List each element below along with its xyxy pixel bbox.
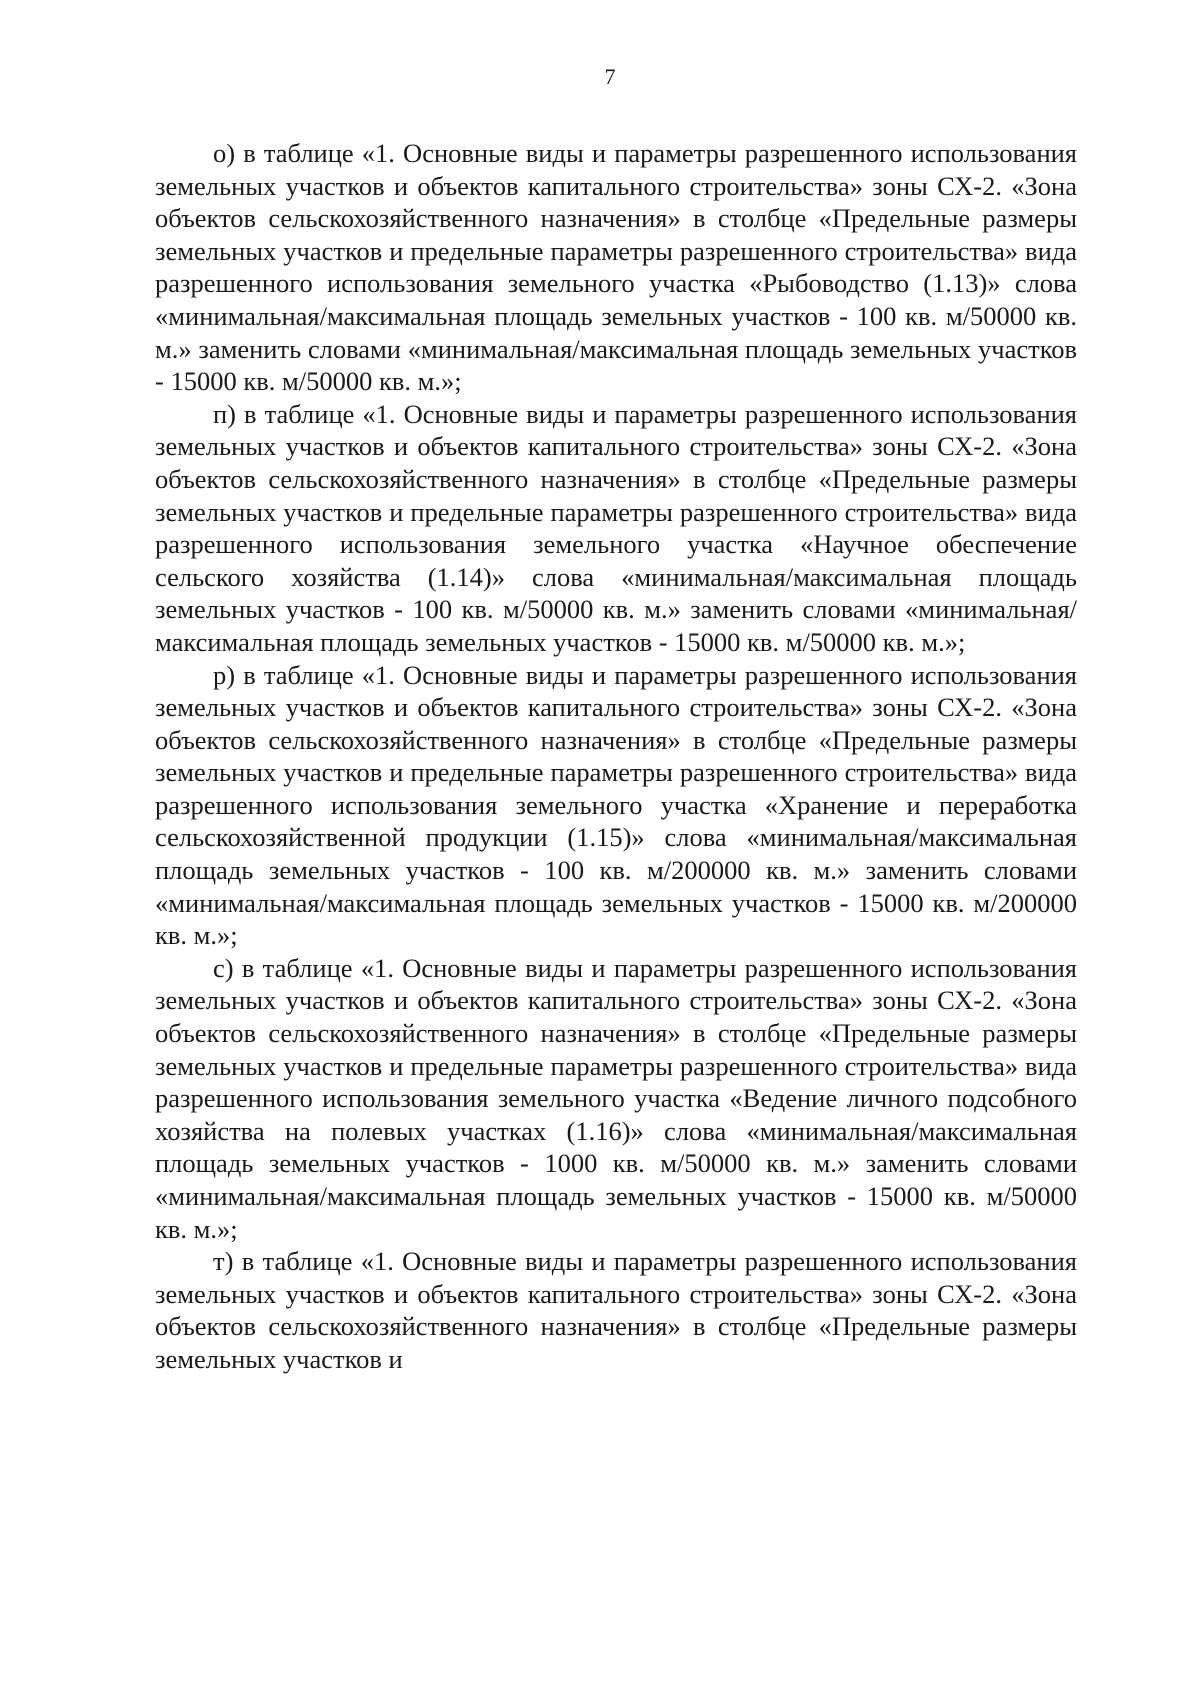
page-number: 7 [604,64,616,89]
paragraph-r: р) в таблице «1. Основные виды и параметры разрешенного использования земельных участков и объектов капитального строительства» зоны СХ-2. «Зона объектов сельскохозяйственного назначения» в столбце «Предельные размеры земельных участков и предельные параметры разрешенного строительства» вида разрешенного использования земельного участка «Хранение и переработка сельскохозяйственной продукции (1.15)» слова «минимальная/максимальная площадь земельных участков - 100 кв. м/200000 кв. м.» заменить словами «минимальная/максимальная площадь земельных участков - 15000 кв. м/200000 кв. м.»; [155,659,1077,951]
paragraph-p: п) в таблице «1. Основные виды и параметры разрешенного использования земельных участков и объектов капитального строительства» зоны СХ-2. «Зона объектов сельскохозяйственного назначения» в столбце «Предельные размеры земельных участков и предельные параметры разрешенного строительства» вида разрешенного использования земельного участка «Научное обеспечение сельского хозяйства (1.14)» слова «минимальная/максимальная площадь земельных участков - 100 кв. м/50000 кв. м.» заменить словами «минимальная/максимальная площадь земельных участков - 15000 кв. м/50000 кв. м.»; [155,398,1077,657]
paragraph-o: о) в таблице «1. Основные виды и параметры разрешенного использования земельных участков и объектов капитального строительства» зоны СХ-2. «Зона объектов сельскохозяйственного назначения» в столбце «Предельные размеры земельных участков и предельные параметры разрешенного строительства» вида разрешенного использования земельного участка «Рыбоводство (1.13)» слова «минимальная/максимальная площадь земельных участков - 100 кв. м/50000 кв. м.» заменить словами «минимальная/максимальная площадь земельных участков - 15000 кв. м/50000 кв. м.»; [155,138,1077,397]
paragraph-s: с) в таблице «1. Основные виды и параметры разрешенного использования земельных участков и объектов капитального строительства» зоны СХ-2. «Зона объектов сельскохозяйственного назначения» в столбце «Предельные размеры земельных участков и предельные параметры разрешенного строительства» вида разрешенного использования земельного участка «Ведение личного подсобного хозяйства на полевых участках (1.16)» слова «минимальная/максимальная площадь земельных участков - 1000 кв. м/50000 кв. м.» заменить словами «минимальная/максимальная площадь земельных участков - 15000 кв. м/50000 кв. м.»; [155,952,1077,1244]
document-body [155,137,1077,1376]
paragraph-t: т) в таблице «1. Основные виды и параметры разрешенного использования земельных участков и объектов капитального строительства» зоны СХ-2. «Зона объектов сельскохозяйственного назначения» в столбце «Предельные размеры земельных участков и [155,1246,1077,1374]
